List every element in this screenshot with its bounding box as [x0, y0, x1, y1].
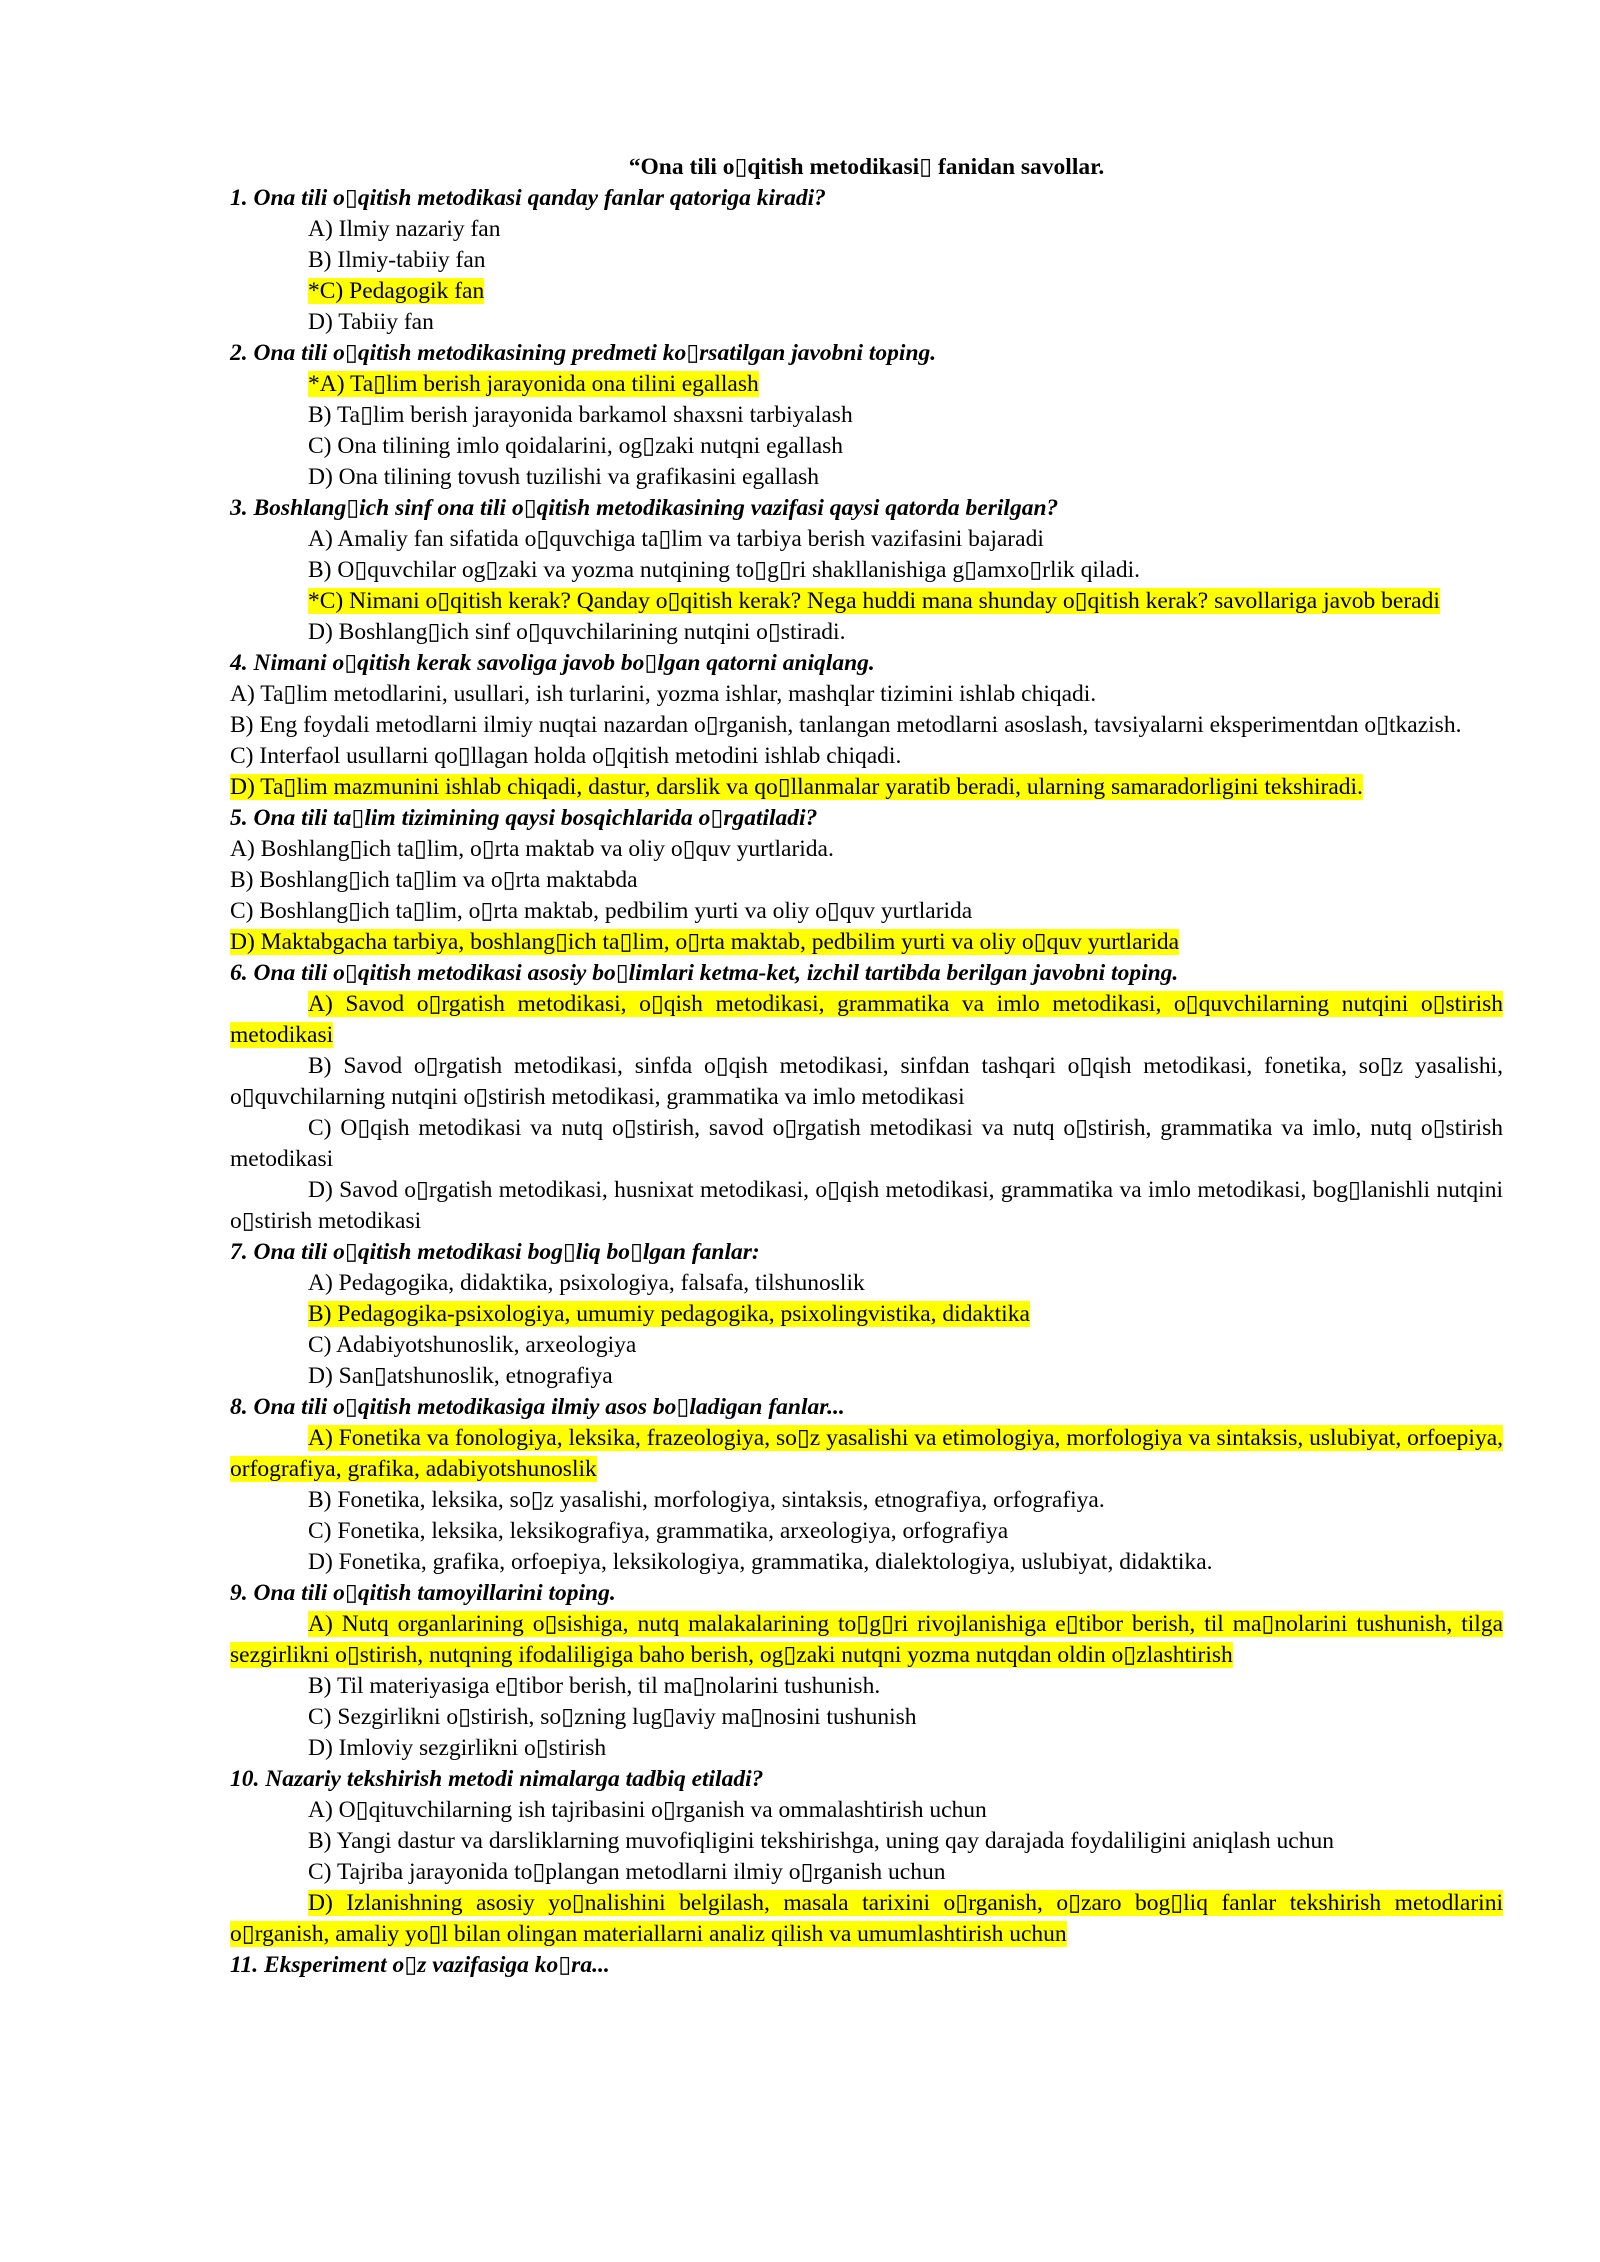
- option-6c: C) O▯qish metodikasi va nutq o▯stirish, savod o▯rgatish metodikasi va nutq o▯stirish, grammatika va imlo, nutq o▯stirish metodikasi: [230, 1115, 1503, 1172]
- option-9d: D) Imloviy sezgirlikni o▯stirish: [308, 1735, 607, 1761]
- option-3b: B) O▯quvchilar og▯zaki va yozma nutqining to▯g▯ri shakllanishiga g▯amxo▯rlik qiladi.: [308, 557, 1141, 583]
- question-4: 4. Nimani o▯qitish kerak savoliga javob bo▯lgan qatorni aniqlang.: [230, 650, 875, 676]
- highlighted-answer: D) Izlanishning asosiy yo▯nalishini belgilash, masala tarixini o▯rganish, o▯zaro bog▯liq fanlar tekshirish metodlarini o▯rganish, amaliy yo▯l bilan olingan materiallarni analiz qilish va umumlashtirish uchun: [230, 1890, 1503, 1947]
- question-7: 7. Ona tili o▯qitish metodikasi bog▯liq bo▯lgan fanlar:: [230, 1239, 760, 1265]
- option-5b: B) Boshlang▯ich ta▯lim va o▯rta maktabda: [230, 867, 638, 893]
- option-5a: A) Boshlang▯ich ta▯lim, o▯rta maktab va oliy o▯quv yurtlarida.: [230, 836, 834, 862]
- option-4a: A) Ta▯lim metodlarini, usullari, ish turlarini, yozma ishlar, mashqlar tizimini ishlab chiqadi.: [230, 681, 1097, 707]
- option-8d: D) Fonetika, grafika, orfoepiya, leksikologiya, grammatika, dialektologiya, uslubiyat, didaktika.: [308, 1549, 1213, 1575]
- question-5: 5. Ona tili ta▯lim tizimining qaysi bosqichlarida o▯rgatiladi?: [230, 805, 818, 831]
- option-7c: C) Adabiyotshunoslik, arxeologiya: [308, 1332, 637, 1358]
- option-2c: C) Ona tilining imlo qoidalarini, og▯zaki nutqni egallash: [308, 433, 844, 459]
- option-6b: B) Savod o▯rgatish metodikasi, sinfda o▯qish metodikasi, sinfdan tashqari o▯qish metodikasi, fonetika, so▯z yasalishi, o▯quvchilarning nutqini o▯stirish metodikasi, grammatika va imlo metodikasi: [230, 1053, 1503, 1110]
- option-4d: [230, 772, 1503, 803]
- option-9a: [230, 1609, 1503, 1671]
- option-10b: B) Yangi dastur va darsliklarning muvofiqligini tekshirishga, uning qay darajada foydaliligini aniqlash uchun: [308, 1828, 1334, 1854]
- highlighted-answer: *A) Ta▯lim berish jarayonida ona tilini egallash: [308, 371, 759, 397]
- option-2b: B) Ta▯lim berish jarayonida barkamol shaxsni tarbiyalash: [308, 402, 853, 428]
- option-3c: [230, 586, 1503, 617]
- highlighted-answer: D) Ta▯lim mazmunini ishlab chiqadi, dastur, darslik va qo▯llanmalar yaratib beradi, ularning samaradorligini tekshiradi.: [230, 774, 1363, 800]
- option-1a: A) Ilmiy nazariy fan: [308, 216, 501, 242]
- option-4c: C) Interfaol usullarni qo▯llagan holda o▯qitish metodini ishlab chiqadi.: [230, 743, 902, 769]
- option-7a: A) Pedagogika, didaktika, psixologiya, falsafa, tilshunoslik: [308, 1270, 865, 1296]
- option-10c: C) Tajriba jarayonida to▯plangan metodlarni ilmiy o▯rganish uchun: [308, 1859, 946, 1885]
- option-5c: C) Boshlang▯ich ta▯lim, o▯rta maktab, pedbilim yurti va oliy o▯quv yurtlarida: [230, 898, 973, 924]
- question-3: 3. Boshlang▯ich sinf ona tili o▯qitish metodikasining vazifasi qaysi qatorda berilgan?: [230, 495, 1059, 521]
- option-2d: D) Ona tilining tovush tuzilishi va grafikasini egallash: [308, 464, 820, 490]
- highlighted-answer: A) Savod o▯rgatish metodikasi, o▯qish metodikasi, grammatika va imlo metodikasi, o▯quvchilarning nutqini o▯stirish metodikasi: [230, 991, 1503, 1048]
- question-10: 10. Nazariy tekshirish metodi nimalarga tadbiq etiladi?: [230, 1766, 764, 1792]
- question-9: 9. Ona tili o▯qitish tamoyillarini toping.: [230, 1580, 616, 1606]
- question-6: 6. Ona tili o▯qitish metodikasi asosiy bo▯limlari ketma-ket, izchil tartibda berilgan javobni toping.: [230, 960, 1179, 986]
- highlighted-answer: A) Nutq organlarining o▯sishiga, nutq malakalarining to▯g▯ri rivojlanishiga e▯tibor berish, til ma▯nolarini tushunish, tilga sezgirlikni o▯stirish, nutqning ifodaliligiga baho berish, og▯zaki nutqni yozma nutqdan oldin o▯zlashtirish: [230, 1611, 1503, 1668]
- option-8c: C) Fonetika, leksika, leksikografiya, grammatika, arxeologiya, orfografiya: [308, 1518, 1009, 1544]
- option-6a: [230, 989, 1503, 1051]
- highlighted-answer: A) Fonetika va fonologiya, leksika, frazeologiya, so▯z yasalishi va etimologiya, morfologiya va sintaksis, uslubiyat, orfoepiya, orfografiya, grafika, adabiyotshunoslik: [230, 1425, 1503, 1482]
- option-9b: B) Til materiyasiga e▯tibor berish, til ma▯nolarini tushunish.: [308, 1673, 881, 1699]
- option-6d: D) Savod o▯rgatish metodikasi, husnixat metodikasi, o▯qish metodikasi, grammatika va imlo metodikasi, bog▯lanishli nutqini o▯stirish metodikasi: [230, 1177, 1503, 1234]
- question-1: 1. Ona tili o▯qitish metodikasi qanday fanlar qatoriga kiradi?: [230, 185, 826, 211]
- option-10a: A) O▯qituvchilarning ish tajribasini o▯rganish va ommalashtirish uchun: [308, 1797, 987, 1823]
- highlighted-answer: B) Pedagogika-psixologiya, umumiy pedagogika, psixolingvistika, didaktika: [308, 1301, 1030, 1327]
- option-3a: A) Amaliy fan sifatida o▯quvchiga ta▯lim va tarbiya berish vazifasini bajaradi: [308, 526, 1044, 552]
- document-title: “Ona tili o▯qitish metodikasi▯ fanidan savollar.: [628, 154, 1105, 180]
- highlighted-answer: *C) Nimani o▯qitish kerak? Qanday o▯qitish kerak? Nega huddi mana shunday o▯qitish kerak? savollariga javob beradi: [308, 588, 1440, 614]
- option-10d: [230, 1888, 1503, 1950]
- option-5d: [230, 927, 1503, 958]
- question-8: 8. Ona tili o▯qitish metodikasiga ilmiy asos bo▯ladigan fanlar...: [230, 1394, 845, 1420]
- option-7d: D) San▯atshunoslik, etnografiya: [308, 1363, 613, 1389]
- highlighted-answer: D) Maktabgacha tarbiya, boshlang▯ich ta▯lim, o▯rta maktab, pedbilim yurti va oliy o▯quv yurtlarida: [230, 929, 1180, 955]
- option-3d: D) Boshlang▯ich sinf o▯quvchilarining nutqini o▯stiradi.: [308, 619, 846, 645]
- option-8b: B) Fonetika, leksika, so▯z yasalishi, morfologiya, sintaksis, etnografiya, orfografiya.: [308, 1487, 1105, 1513]
- question-2: 2. Ona tili o▯qitish metodikasining predmeti ko▯rsatilgan javobni toping.: [230, 340, 937, 366]
- option-1b: B) Ilmiy-tabiiy fan: [308, 247, 486, 273]
- question-11: 11. Eksperiment o▯z vazifasiga ko▯ra...: [230, 1952, 610, 1978]
- option-4b: B) Eng foydali metodlarni ilmiy nuqtai nazardan o▯rganish, tanlangan metodlarni asoslash, tavsiyalarni eksperimentdan o▯tkazish.: [230, 712, 1462, 738]
- option-1d: D) Tabiiy fan: [308, 309, 434, 335]
- option-7b: [230, 1299, 1503, 1330]
- option-1c: [230, 276, 1503, 307]
- highlighted-answer: *C) Pedagogik fan: [308, 278, 485, 304]
- option-8a: [230, 1423, 1503, 1485]
- option-2a: [230, 369, 1503, 400]
- option-9c: C) Sezgirlikni o▯stirish, so▯zning lug▯aviy ma▯nosini tushunish: [308, 1704, 917, 1730]
